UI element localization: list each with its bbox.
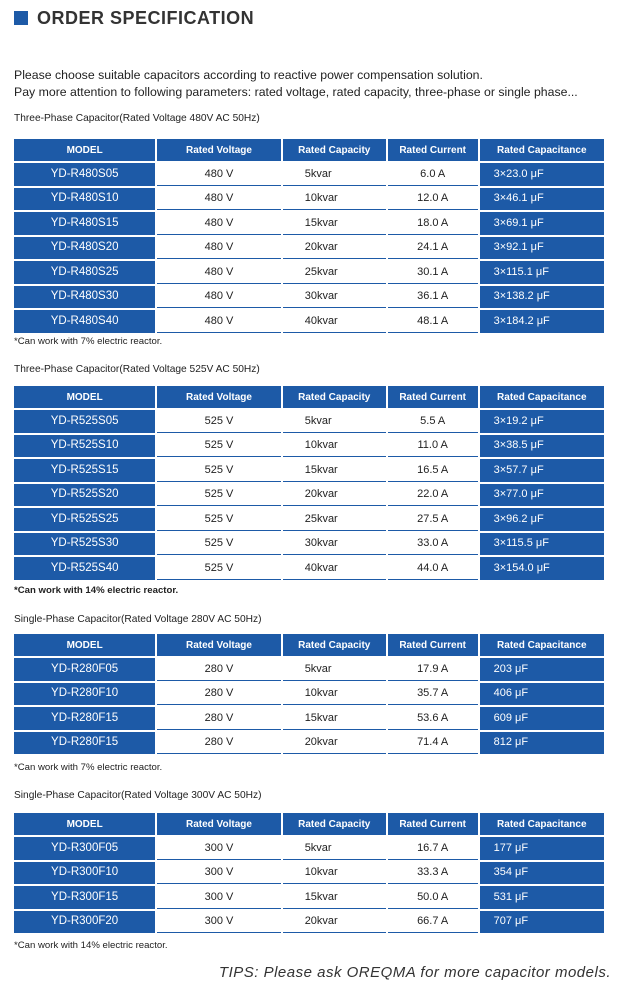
cell-model: YD-R480S30 [14,286,155,309]
cell-voltage: 525 V [157,533,280,556]
cell-current: 27.5 A [388,508,478,531]
cell-voltage: 525 V [157,484,280,507]
cell-capacity: 15kvar [283,707,386,730]
tips-text: TIPS: Please ask OREQMA for more capacitor models. [218,964,611,981]
table-row [14,508,604,531]
intro-line-1: Please choose suitable capacitors according to reactive power compensation solution. [14,68,483,82]
table-row [14,435,604,458]
cell-model: YD-R480S05 [14,163,155,186]
cell-current: 66.7 A [388,911,478,934]
table-row [14,163,604,186]
cell-model: YD-R480S25 [14,261,155,284]
cell-capacity: 10kvar [283,188,386,211]
cell-current: 33.0 A [388,533,478,556]
col-voltage: Rated Voltage [157,634,280,656]
cell-model: YD-R280F10 [14,683,155,706]
cell-model: YD-R480S40 [14,310,155,333]
cell-model: YD-R525S10 [14,435,155,458]
table-row [14,837,604,860]
col-voltage: Rated Voltage [157,813,280,835]
note-280v: *Can work with 7% electric reactor. [14,762,163,773]
section-title-480v: Three-Phase Capacitor(Rated Voltage 480V AC 50Hz) [14,113,260,124]
table-row [14,707,604,730]
section-title-525v: Three-Phase Capacitor(Rated Voltage 525V AC 50Hz) [14,364,260,375]
cell-capacitance: 3×57.7 μF [480,459,604,482]
cell-capacity: 20kvar [283,237,386,260]
table-row [14,557,604,580]
col-voltage: Rated Voltage [157,139,280,161]
cell-capacity: 5kvar [283,410,386,433]
cell-current: 35.7 A [388,683,478,706]
table-row [14,886,604,909]
col-current: Rated Current [388,386,478,408]
col-capacitance: Rated Capacitance [480,386,604,408]
table-row [14,862,604,885]
table-row [14,310,604,333]
table-row [14,911,604,934]
intro-line-2: Pay more attention to following parameters: rated voltage, rated capacity, three-phase or single phase... [14,85,578,99]
cell-model: YD-R525S20 [14,484,155,507]
cell-model: YD-R280F15 [14,732,155,755]
note-525v: *Can work with 14% electric reactor. [14,585,179,596]
cell-capacity: 20kvar [283,484,386,507]
col-capacitance: Rated Capacitance [480,139,604,161]
cell-capacity: 25kvar [283,508,386,531]
cell-model: YD-R525S25 [14,508,155,531]
col-model: MODEL [14,139,155,161]
section-title-280v: Single-Phase Capacitor(Rated Voltage 280V AC 50Hz) [14,614,262,625]
cell-capacity: 15kvar [283,886,386,909]
table-row [14,533,604,556]
cell-current: 18.0 A [388,212,478,235]
cell-current: 11.0 A [388,435,478,458]
col-capacitance: Rated Capacitance [480,634,604,656]
cell-current: 71.4 A [388,732,478,755]
table-row [14,188,604,211]
cell-current: 12.0 A [388,188,478,211]
cell-capacitance: 609 μF [480,707,604,730]
table-row [14,286,604,309]
cell-voltage: 300 V [157,911,280,934]
cell-capacitance: 3×38.5 μF [480,435,604,458]
cell-current: 53.6 A [388,707,478,730]
cell-voltage: 525 V [157,410,280,433]
cell-capacitance: 3×138.2 μF [480,286,604,309]
col-voltage: Rated Voltage [157,386,280,408]
cell-capacitance: 203 μF [480,658,604,681]
cell-capacity: 30kvar [283,286,386,309]
cell-voltage: 480 V [157,261,280,284]
intro-text [14,67,578,101]
col-capacity: Rated Capacity [283,386,386,408]
cell-capacitance: 707 μF [480,911,604,934]
cell-capacitance: 3×115.1 μF [480,261,604,284]
cell-voltage: 480 V [157,310,280,333]
cell-current: 16.7 A [388,837,478,860]
cell-capacity: 15kvar [283,212,386,235]
table-row [14,459,604,482]
cell-model: YD-R525S15 [14,459,155,482]
cell-current: 36.1 A [388,286,478,309]
cell-capacitance: 3×19.2 μF [480,410,604,433]
cell-current: 44.0 A [388,557,478,580]
spec-table-480v [12,137,606,335]
spec-table-525v [12,384,606,582]
cell-current: 6.0 A [388,163,478,186]
cell-model: YD-R280F15 [14,707,155,730]
cell-model: YD-R480S20 [14,237,155,260]
cell-model: YD-R480S10 [14,188,155,211]
cell-capacitance: 3×46.1 μF [480,188,604,211]
cell-current: 24.1 A [388,237,478,260]
col-capacity: Rated Capacity [283,813,386,835]
cell-capacitance: 812 μF [480,732,604,755]
cell-model: YD-R525S05 [14,410,155,433]
header-square-icon [14,11,28,25]
cell-capacitance: 3×69.1 μF [480,212,604,235]
cell-capacitance: 406 μF [480,683,604,706]
cell-model: YD-R300F05 [14,837,155,860]
cell-capacitance: 3×184.2 μF [480,310,604,333]
col-capacity: Rated Capacity [283,634,386,656]
cell-capacitance: 354 μF [480,862,604,885]
col-capacity: Rated Capacity [283,139,386,161]
cell-model: YD-R525S30 [14,533,155,556]
cell-current: 30.1 A [388,261,478,284]
col-model: MODEL [14,634,155,656]
cell-capacitance: 3×92.1 μF [480,237,604,260]
cell-voltage: 480 V [157,163,280,186]
cell-voltage: 480 V [157,212,280,235]
spec-table-280v [12,632,606,756]
note-480v: *Can work with 7% electric reactor. [14,336,163,347]
cell-model: YD-R300F10 [14,862,155,885]
cell-voltage: 300 V [157,862,280,885]
cell-voltage: 480 V [157,286,280,309]
cell-voltage: 300 V [157,837,280,860]
cell-model: YD-R480S15 [14,212,155,235]
table-row [14,212,604,235]
cell-voltage: 525 V [157,435,280,458]
cell-current: 17.9 A [388,658,478,681]
cell-capacity: 10kvar [283,683,386,706]
note-300v: *Can work with 14% electric reactor. [14,940,168,951]
cell-capacity: 40kvar [283,310,386,333]
col-current: Rated Current [388,139,478,161]
table-header-row [14,813,604,835]
cell-capacity: 5kvar [283,837,386,860]
table-header-row [14,139,604,161]
table-row [14,658,604,681]
cell-voltage: 525 V [157,508,280,531]
cell-current: 50.0 A [388,886,478,909]
cell-capacity: 20kvar [283,732,386,755]
cell-capacity: 20kvar [283,911,386,934]
col-capacitance: Rated Capacitance [480,813,604,835]
cell-capacitance: 3×23.0 μF [480,163,604,186]
table-row [14,410,604,433]
cell-voltage: 280 V [157,683,280,706]
table-row [14,683,604,706]
cell-voltage: 280 V [157,732,280,755]
cell-current: 22.0 A [388,484,478,507]
col-current: Rated Current [388,813,478,835]
cell-capacity: 40kvar [283,557,386,580]
cell-capacity: 10kvar [283,862,386,885]
cell-current: 48.1 A [388,310,478,333]
table-header-row [14,634,604,656]
cell-capacitance: 3×96.2 μF [480,508,604,531]
cell-voltage: 280 V [157,658,280,681]
spec-table-300v [12,811,606,935]
cell-capacity: 15kvar [283,459,386,482]
cell-model: YD-R525S40 [14,557,155,580]
col-model: MODEL [14,813,155,835]
cell-current: 5.5 A [388,410,478,433]
table-row [14,484,604,507]
cell-model: YD-R280F05 [14,658,155,681]
section-title-300v: Single-Phase Capacitor(Rated Voltage 300V AC 50Hz) [14,790,262,801]
cell-current: 33.3 A [388,862,478,885]
cell-capacitance: 3×115.5 μF [480,533,604,556]
cell-voltage: 480 V [157,188,280,211]
col-model: MODEL [14,386,155,408]
table-row [14,261,604,284]
cell-capacity: 10kvar [283,435,386,458]
cell-voltage: 480 V [157,237,280,260]
cell-model: YD-R300F20 [14,911,155,934]
cell-voltage: 525 V [157,557,280,580]
page-title: ORDER SPECIFICATION [37,7,255,28]
page-header [14,7,254,29]
table-row [14,237,604,260]
cell-model: YD-R300F15 [14,886,155,909]
cell-voltage: 280 V [157,707,280,730]
cell-capacity: 30kvar [283,533,386,556]
cell-capacitance: 3×77.0 μF [480,484,604,507]
col-current: Rated Current [388,634,478,656]
table-row [14,732,604,755]
cell-capacity: 5kvar [283,658,386,681]
cell-voltage: 525 V [157,459,280,482]
cell-voltage: 300 V [157,886,280,909]
table-header-row [14,386,604,408]
cell-capacitance: 177 μF [480,837,604,860]
cell-capacity: 25kvar [283,261,386,284]
cell-capacity: 5kvar [283,163,386,186]
cell-capacitance: 3×154.0 μF [480,557,604,580]
cell-current: 16.5 A [388,459,478,482]
cell-capacitance: 531 μF [480,886,604,909]
